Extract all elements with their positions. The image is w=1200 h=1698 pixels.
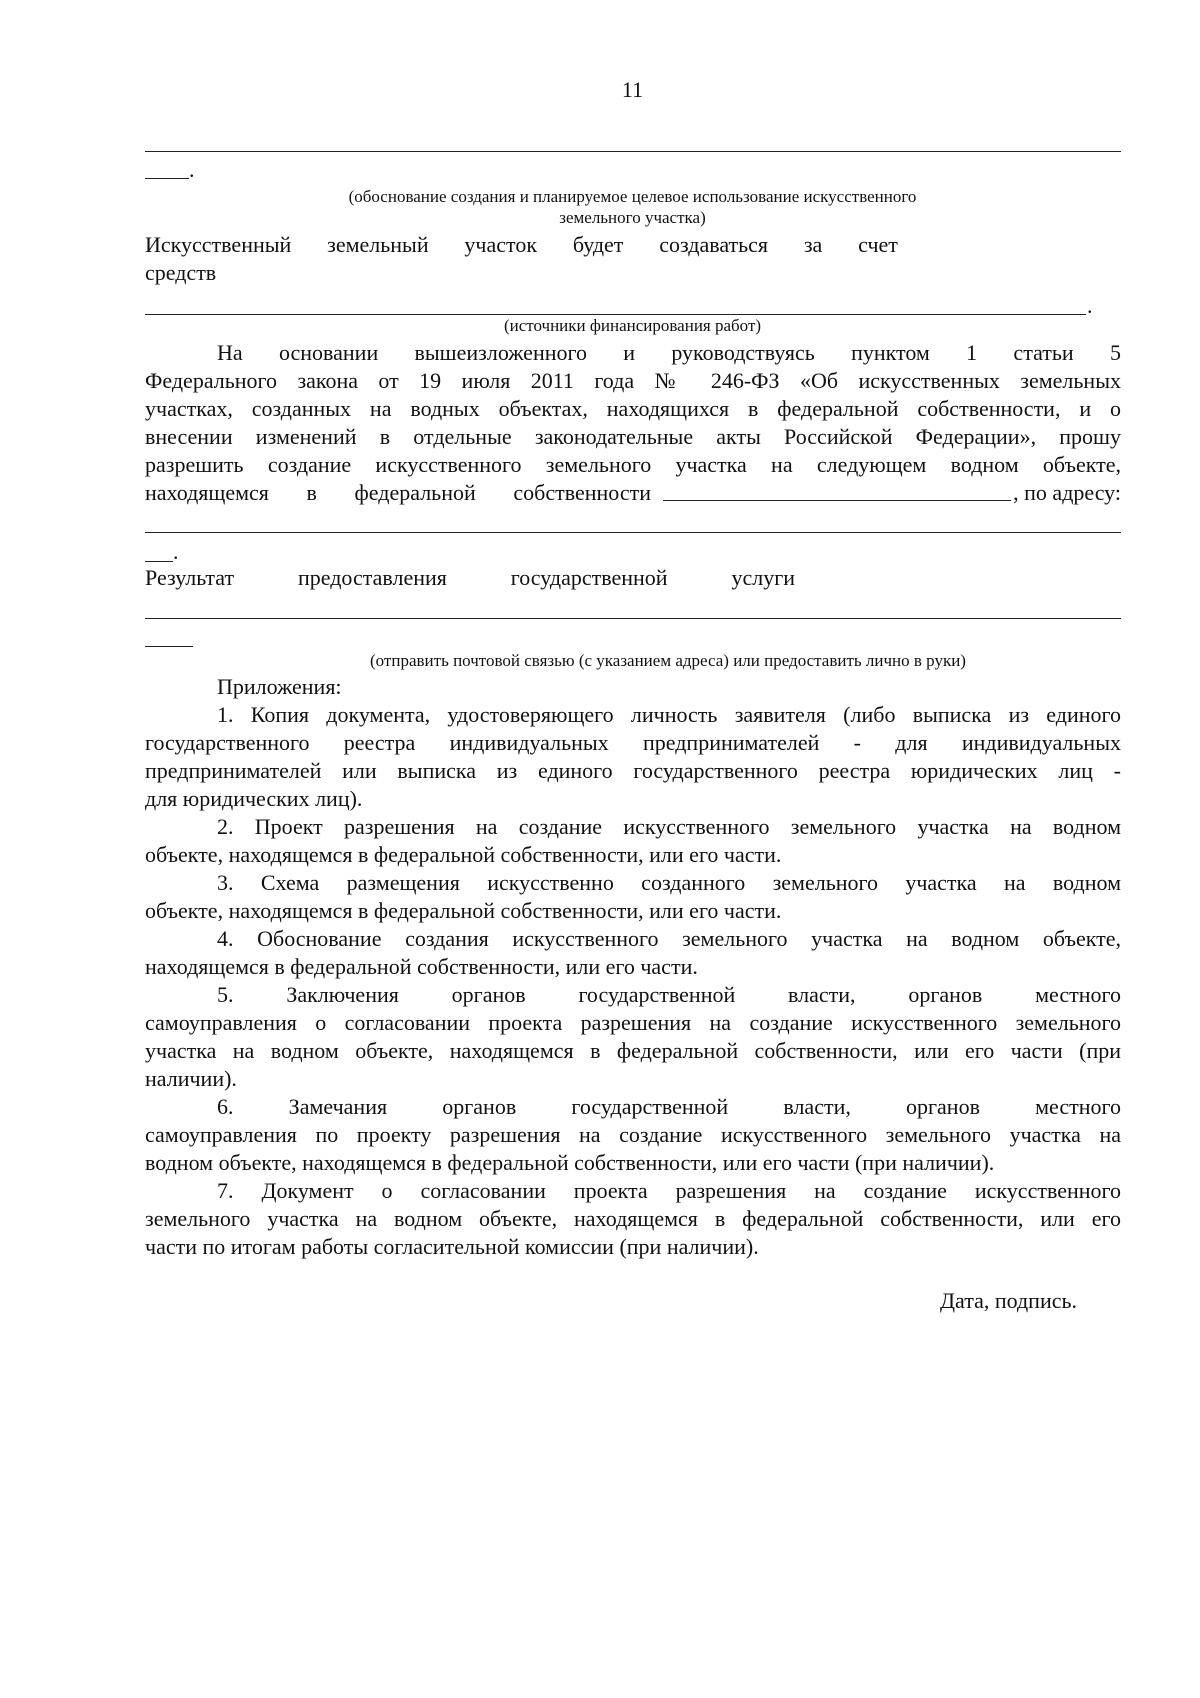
result-word: услуги <box>731 565 795 590</box>
funding-word: счет <box>858 232 898 257</box>
paragraph-line: участках, созданных на водных объектах, находящихся в федеральной собственности, и о <box>145 396 1121 421</box>
attachment-line: 4. Обоснование создания искусственного земельного участка на водном объекте, <box>217 926 1121 951</box>
main-paragraph-last-line <box>145 479 1121 507</box>
blank-line-short <box>145 178 189 179</box>
attachment-item-4 <box>145 925 1121 981</box>
attachment-line: части по итогам работы согласительной комиссии (при наличии). <box>145 1234 759 1259</box>
attachment-line: объекте, находящемся в федеральной собственности, или его части. <box>145 898 782 923</box>
attachment-item-3 <box>145 869 1121 925</box>
attachment-line: 6. Замечания органов государственной власти, органов местного <box>217 1094 1121 1119</box>
attachments-list <box>145 701 1121 1261</box>
paragraph-line-end: , по адресу: <box>1013 480 1121 505</box>
caption-result: (отправить почтовой связью (с указанием адреса) или предоставить лично в руки) <box>370 651 966 670</box>
attachment-item-6 <box>145 1093 1121 1177</box>
attachment-line: государственного реестра индивидуальных предпринимателей - для индивидуальных <box>145 730 1121 755</box>
attachment-item-2 <box>145 813 1121 869</box>
attachment-line: для юридических лиц). <box>145 786 363 811</box>
attachment-line: 5. Заключения органов государственной власти, органов местного <box>217 982 1121 1007</box>
funding-word: Искусственный <box>145 232 292 257</box>
blank-line-justification <box>145 151 1121 152</box>
attachment-item-1 <box>145 701 1121 813</box>
paragraph-line: Федерального закона от 19 июля 2011 года № 246-ФЗ «Об искусственных земельных <box>145 368 1121 393</box>
result-word: предоставления <box>297 565 447 590</box>
attachment-line: самоуправления о согласовании проекта разрешения на создание искусственного земельного <box>145 1010 1121 1035</box>
attachment-item-7 <box>145 1177 1121 1261</box>
funding-word: участок <box>464 232 538 257</box>
blank-line-short <box>145 646 193 647</box>
attachment-line: находящемся в федеральной собственности, или его части. <box>145 954 698 979</box>
period-mark: . <box>1087 293 1093 318</box>
funding-word: за <box>803 232 823 257</box>
attachment-line: 2. Проект разрешения на создание искусственного земельного участка на водном <box>217 814 1121 839</box>
paragraph-line-start: находящемся в федеральной собственности <box>145 480 651 505</box>
attachment-line: участка на водном объекте, находящемся в федеральной собственности, или его части (при <box>145 1038 1121 1063</box>
result-word: государственной <box>510 565 668 590</box>
attachment-line: предпринимателей или выписка из единого государственного реестра юридических лиц - <box>145 758 1121 783</box>
page-number: 11 <box>621 77 644 102</box>
attachment-line: 3. Схема размещения искусственно созданного земельного участка на водном <box>217 870 1121 895</box>
result-word: Результат <box>145 565 235 590</box>
main-paragraph <box>145 339 1121 479</box>
funding-word: создаваться <box>659 232 769 257</box>
period-mark: . <box>173 539 179 564</box>
attachment-line: 7. Документ о согласовании проекта разрешения на создание искусственного <box>217 1178 1121 1203</box>
attachment-line: 1. Копия документа, удостоверяющего личность заявителя (либо выписка из единого <box>217 702 1121 727</box>
attachment-line: объекте, находящемся в федеральной собственности, или его части. <box>145 842 782 867</box>
blank-line-short <box>145 561 173 562</box>
period-mark: . <box>189 157 195 182</box>
attachment-line: водном объекте, находящемся в федеральной собственности, или его части (при наличии). <box>145 1150 995 1175</box>
funding-word: земельный <box>327 232 429 257</box>
funding-line2: средств <box>145 260 217 285</box>
result-sentence <box>145 564 795 592</box>
caption-justification-line2: земельного участка) <box>559 208 706 227</box>
date-signature: Дата, подпись. <box>940 1288 1078 1313</box>
blank-line-address <box>145 532 1121 533</box>
paragraph-line: разрешить создание искусственного земельного участка на следующем водном объекте, <box>145 452 1121 477</box>
attachment-item-5 <box>145 981 1121 1093</box>
attachment-line: самоуправления по проекту разрешения на создание искусственного земельного участка на <box>145 1122 1121 1147</box>
funding-sentence <box>145 231 898 259</box>
address-blank <box>663 479 1011 501</box>
attachment-line: наличии). <box>145 1066 237 1091</box>
attachments-heading: Приложения: <box>217 674 342 699</box>
blank-line-result <box>145 618 1121 619</box>
attachment-line: земельного участка на водном объекте, находящемся в федеральной собственности, или его <box>145 1206 1121 1231</box>
funding-word: будет <box>572 232 624 257</box>
paragraph-line: На основании вышеизложенного и руководствуясь пунктом 1 статьи 5 <box>217 340 1121 365</box>
paragraph-line: внесении изменений в отдельные законодательные акты Российской Федерации», прошу <box>145 424 1121 449</box>
caption-funding: (источники финансирования работ) <box>503 316 762 335</box>
caption-justification-line1: (обоснование создания и планируемое целевое использование искусственного <box>348 187 917 206</box>
